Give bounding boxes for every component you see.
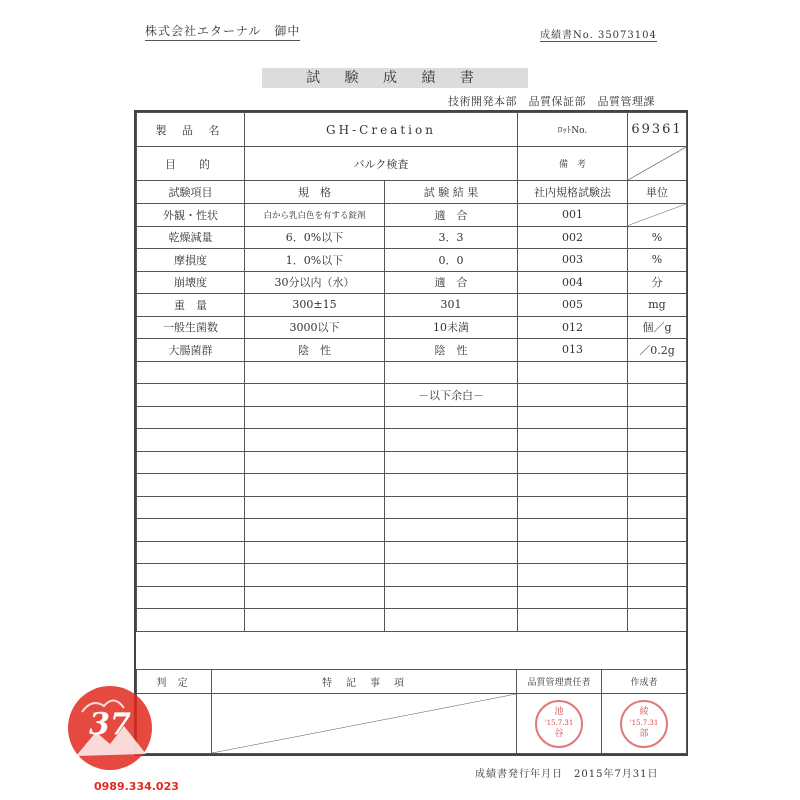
empty-row [137,496,687,519]
row-spec: 3000以下 [245,316,385,339]
row-item: 乾燥減量 [137,226,245,249]
row-spec: 30分以内（水） [245,271,385,294]
col-header-result: 試 験 結 果 [385,181,518,204]
row-unit: % [628,249,687,272]
watermark-logo [62,682,172,782]
col-header-unit: 単位 [628,181,687,204]
qa-manager-label: 品質管理責任者 [517,670,602,694]
row-method: 001 [518,204,628,227]
watermark-logo-text: 37 [89,707,131,742]
table-row [137,316,687,339]
empty-row [137,564,687,587]
col-header-spec: 規 格 [245,181,385,204]
row-method: 003 [518,249,628,272]
table-row [137,226,687,249]
watermark-phone: 0989.334.023 [94,780,179,793]
empty-row [137,429,687,452]
col-header-item: 試験項目 [137,181,245,204]
row-method: 013 [518,339,628,362]
row-item: 大腸菌群 [137,339,245,362]
remarks-empty [628,147,687,181]
end-marker-row [137,384,687,407]
row-spec: 陰 性 [245,339,385,362]
row-item: 摩損度 [137,249,245,272]
row-item: 重 量 [137,294,245,317]
empty-row [137,406,687,429]
row-result: 適 合 [385,271,518,294]
row-method: 004 [518,271,628,294]
col-header-method: 社内規格試験法 [518,181,628,204]
row-result: 陰 性 [385,339,518,362]
notes-label: 特 記 事 項 [212,670,517,694]
product-name-value: GH-Creation [245,113,518,147]
judgement-label: 判 定 [137,670,212,694]
issue-date: 成績書発行年月日 2015年7月31日 [475,769,659,780]
row-result: 適 合 [385,204,518,227]
end-marker: －以下余白－ [385,384,518,407]
empty-row [137,609,687,632]
table-row [137,294,687,317]
table-row [137,271,687,294]
purpose-value: バルク検査 [245,147,518,181]
row-unit: 個／g [628,316,687,339]
author-seal-cell [602,694,687,754]
row-method: 005 [518,294,628,317]
row-unit: % [628,226,687,249]
empty-row [137,474,687,497]
certificate-number: 成績書No. 35073104 [540,26,657,42]
row-spec: 300±15 [245,294,385,317]
addressee: 株式会社エターナル 御中 [145,22,300,41]
row-unit: 分 [628,271,687,294]
department: 技術開発本部 品質保証部 品質管理課 [448,95,655,108]
row-item: 一般生菌数 [137,316,245,339]
row-method: 012 [518,316,628,339]
author-seal: 綾 '15.7.31 部 [620,700,668,748]
purpose-label: 目 的 [137,147,245,181]
author-label: 作成者 [602,670,687,694]
empty-row [137,519,687,542]
lot-value: 69361 [628,113,687,147]
remarks-label: 備 考 [518,147,628,181]
row-method: 002 [518,226,628,249]
qa-manager-seal: 池 '15.7.31 谷 [535,700,583,748]
table-row [137,249,687,272]
empty-row [137,361,687,384]
row-unit-empty [628,204,687,227]
row-result: 3．3 [385,226,518,249]
row-spec: 1．0%以下 [245,249,385,272]
product-name-label: 製 品 名 [137,113,245,147]
document-title: 試 験 成 績 書 [262,68,528,88]
row-spec: 白から乳白色を有する錠剤 [245,204,385,227]
table-row [137,204,687,227]
qa-manager-seal-cell [517,694,602,754]
empty-row [137,451,687,474]
row-item: 外観・性状 [137,204,245,227]
row-result: 0．0 [385,249,518,272]
results-table [136,112,687,632]
row-unit: mg [628,294,687,317]
row-item: 崩壊度 [137,271,245,294]
lot-label: ﾛｯﾄNo. [518,113,628,147]
empty-row [137,541,687,564]
table-row [137,339,687,362]
row-result: 301 [385,294,518,317]
row-unit: ／0.2g [628,339,687,362]
row-result: 10未満 [385,316,518,339]
row-spec: 6．0%以下 [245,226,385,249]
notes-box [212,694,517,754]
empty-row [137,586,687,609]
signature-table [136,669,687,754]
